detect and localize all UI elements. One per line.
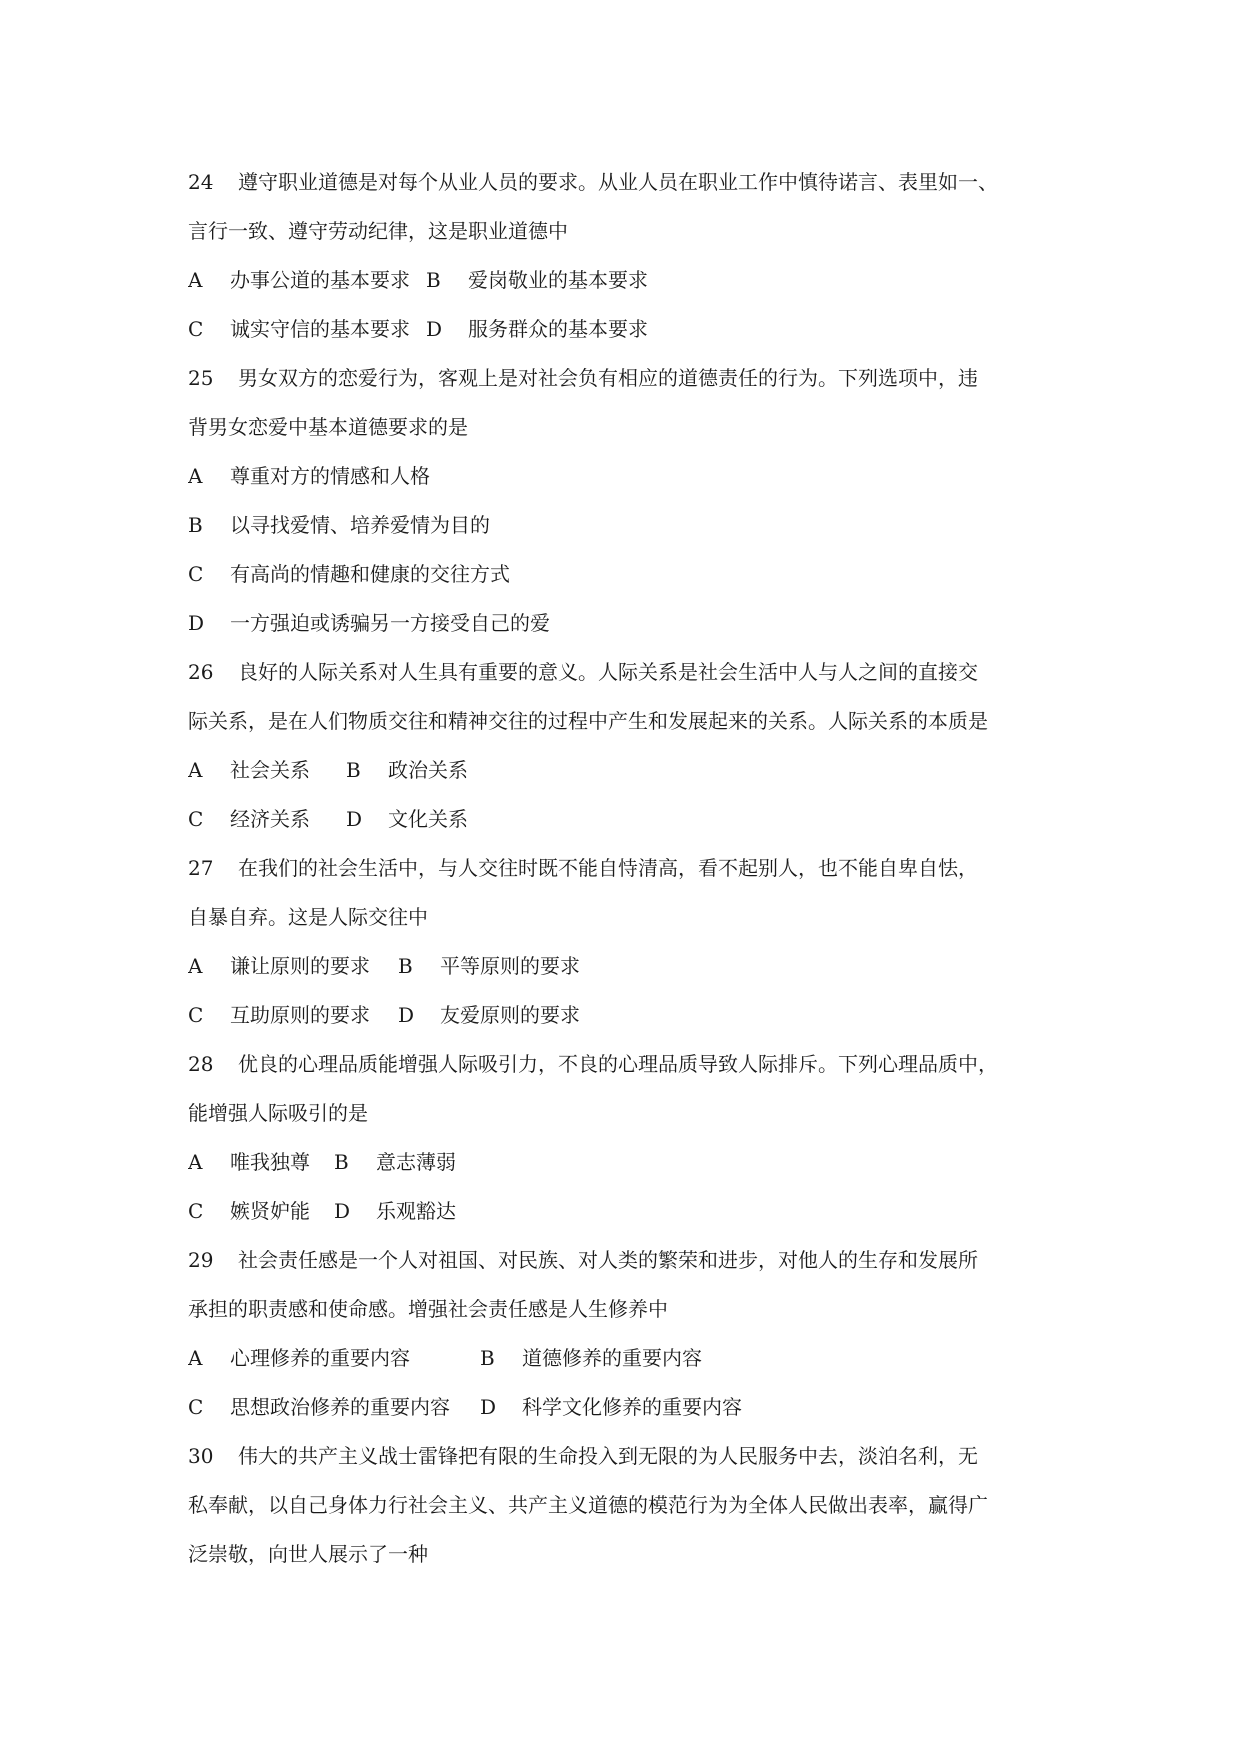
option-letter: B [188, 513, 203, 537]
option-text: 尊重对方的情感和人格 [230, 464, 430, 488]
question-24-stem-line-1 [188, 158, 1068, 207]
question-30-stem-line-2 [188, 1481, 1068, 1530]
option-row [188, 795, 1068, 844]
option-letter: B [346, 758, 361, 782]
option-text: 诚实守信的基本要求 [230, 317, 410, 341]
question-number: 24 [188, 170, 214, 194]
question-26-stem-line-2 [188, 697, 1068, 746]
option-text: 办事公道的基本要求 [230, 268, 410, 292]
option-letter: A [188, 1150, 203, 1174]
option-row [188, 942, 1068, 991]
question-text: 能增强人际吸引的是 [188, 1101, 368, 1125]
question-text: 背男女恋爱中基本道德要求的是 [188, 415, 468, 439]
option-row [188, 991, 1068, 1040]
option-text: 友爱原则的要求 [440, 1003, 580, 1027]
option-text: 思想政治修养的重要内容 [230, 1395, 450, 1419]
question-list [188, 158, 1068, 1579]
option-letter: A [188, 1346, 203, 1370]
question-text: 言行一致、遵守劳动纪律，这是职业道德中 [188, 219, 568, 243]
option-letter: C [188, 1003, 204, 1027]
question-text: 际关系，是在人们物质交往和精神交往的过程中产生和发展起来的关系。人际关系的本质是 [188, 709, 988, 733]
option-text: 有高尚的情趣和健康的交往方式 [230, 562, 510, 586]
option-letter: C [188, 562, 204, 586]
option-row [188, 501, 1068, 550]
question-29-stem-line-1 [188, 1236, 1068, 1285]
option-letter: D [480, 1395, 497, 1419]
option-letter: C [188, 1199, 204, 1223]
option-text: 经济关系 [230, 807, 310, 831]
question-30-stem-line-1 [188, 1432, 1068, 1481]
option-text: 爱岗敬业的基本要求 [468, 268, 648, 292]
question-text: 社会责任感是一个人对祖国、对民族、对人类的繁荣和进步，对他人的生存和发展所 [238, 1248, 978, 1272]
option-letter: B [426, 268, 441, 292]
option-text: 以寻找爱情、培养爱情为目的 [230, 513, 490, 537]
option-row [188, 550, 1068, 599]
question-number: 25 [188, 366, 214, 390]
question-number: 28 [188, 1052, 214, 1076]
question-30-stem-line-3 [188, 1530, 1068, 1579]
question-25-stem-line-2 [188, 403, 1068, 452]
option-text: 平等原则的要求 [440, 954, 580, 978]
option-row [188, 1383, 1068, 1432]
option-letter: D [188, 611, 205, 635]
option-text: 文化关系 [388, 807, 468, 831]
question-26-stem-line-1 [188, 648, 1068, 697]
option-letter: B [480, 1346, 495, 1370]
question-number: 26 [188, 660, 214, 684]
option-letter: A [188, 268, 203, 292]
option-letter: A [188, 758, 203, 782]
option-text: 道德修养的重要内容 [522, 1346, 702, 1370]
question-text: 泛崇敬，向世人展示了一种 [188, 1542, 428, 1566]
option-row [188, 256, 1068, 305]
question-27-stem-line-1 [188, 844, 1068, 893]
option-letter: C [188, 317, 204, 341]
option-letter: D [346, 807, 363, 831]
option-text: 谦让原则的要求 [230, 954, 370, 978]
question-text: 自暴自弃。这是人际交往中 [188, 905, 428, 929]
option-text: 互助原则的要求 [230, 1003, 370, 1027]
question-25-stem-line-1 [188, 354, 1068, 403]
option-letter: B [398, 954, 413, 978]
option-row [188, 746, 1068, 795]
option-text: 心理修养的重要内容 [230, 1346, 410, 1370]
option-text: 一方强迫或诱骗另一方接受自己的爱 [230, 611, 550, 635]
question-text: 承担的职责感和使命感。增强社会责任感是人生修养中 [188, 1297, 668, 1321]
question-28-stem-line-1 [188, 1040, 1068, 1089]
option-text: 政治关系 [388, 758, 468, 782]
question-29-stem-line-2 [188, 1285, 1068, 1334]
option-letter: C [188, 807, 204, 831]
question-text: 优良的心理品质能增强人际吸引力，不良的心理品质导致人际排斥。下列心理品质中， [238, 1052, 998, 1076]
option-row [188, 452, 1068, 501]
option-text: 科学文化修养的重要内容 [522, 1395, 742, 1419]
option-row [188, 305, 1068, 354]
option-row [188, 1187, 1068, 1236]
option-text: 唯我独尊 [230, 1150, 310, 1174]
question-text: 私奉献，以自己身体力行社会主义、共产主义道德的模范行为为全体人民做出表率，赢得广 [188, 1493, 988, 1517]
option-text: 乐观豁达 [376, 1199, 456, 1223]
option-row [188, 599, 1068, 648]
option-letter: C [188, 1395, 204, 1419]
option-text: 意志薄弱 [376, 1150, 456, 1174]
option-letter: A [188, 464, 203, 488]
question-27-stem-line-2 [188, 893, 1068, 942]
question-number: 29 [188, 1248, 214, 1272]
option-text: 嫉贤妒能 [230, 1199, 310, 1223]
question-text: 男女双方的恋爱行为，客观上是对社会负有相应的道德责任的行为。下列选项中，违 [238, 366, 978, 390]
question-text: 在我们的社会生活中，与人交往时既不能自恃清高，看不起别人，也不能自卑自怯， [238, 856, 978, 880]
option-row [188, 1138, 1068, 1187]
question-text: 伟大的共产主义战士雷锋把有限的生命投入到无限的为人民服务中去，淡泊名利，无 [238, 1444, 978, 1468]
option-row [188, 1334, 1068, 1383]
question-24-stem-line-2 [188, 207, 1068, 256]
option-text: 社会关系 [230, 758, 310, 782]
question-number: 30 [188, 1444, 214, 1468]
question-text: 良好的人际关系对人生具有重要的意义。人际关系是社会生活中人与人之间的直接交 [238, 660, 978, 684]
question-number: 27 [188, 856, 214, 880]
option-text: 服务群众的基本要求 [468, 317, 648, 341]
option-letter: D [426, 317, 443, 341]
option-letter: D [334, 1199, 351, 1223]
option-letter: A [188, 954, 203, 978]
option-letter: B [334, 1150, 349, 1174]
option-letter: D [398, 1003, 415, 1027]
question-28-stem-line-2 [188, 1089, 1068, 1138]
question-text: 遵守职业道德是对每个从业人员的要求。从业人员在职业工作中慎待诺言、表里如一、 [238, 170, 998, 194]
